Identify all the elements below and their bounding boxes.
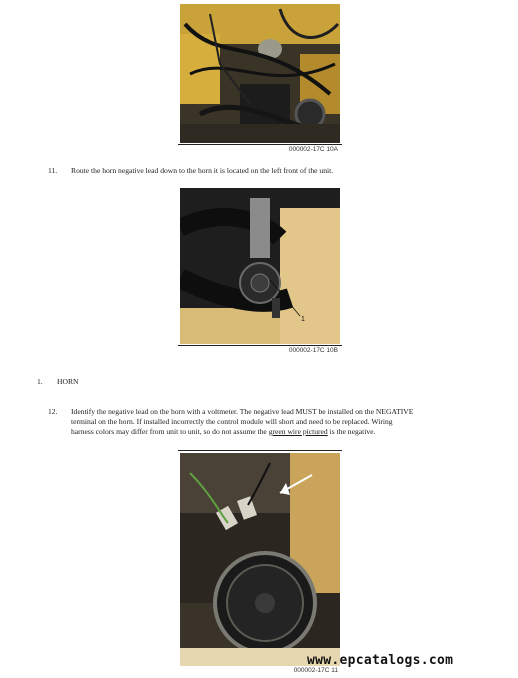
step-text-line (71, 427, 511, 437)
step-text-line: Identify the negative lead on the horn with a voltmeter. The negative lead MUST be installed on the NEGATIVE (71, 407, 414, 416)
figure-caption: 000002-17C 11 (293, 667, 338, 674)
step-text-segment: harness colors may differ from unit to unit, so do not assume the (71, 427, 269, 436)
step-number: 11. (48, 166, 58, 175)
figure-rule (178, 345, 342, 346)
step-text: Route the horn negative lead down to the horn it is located on the left front of the unit. (71, 166, 334, 175)
step-text-segment: is the negative. (327, 427, 376, 436)
figure-caption: 000002-17C 10A (288, 146, 338, 153)
callout-number: 1 (301, 316, 305, 323)
underlined-phrase: green wire pictured (268, 427, 328, 436)
figure-11 (178, 450, 342, 678)
watermark: www.epcatalogs.com (307, 653, 454, 668)
figure-10a (178, 4, 342, 154)
step-12 (0, 407, 518, 441)
figure-caption: 000002-17C 10B (288, 347, 338, 354)
photo-horn-terminals (180, 453, 340, 666)
figure-rule (178, 144, 342, 145)
legend-label: HORN (57, 377, 79, 386)
photo-horn-location (180, 188, 340, 344)
step-text (71, 407, 511, 437)
figure-10b (178, 188, 342, 358)
photo-wiring-harness (180, 4, 340, 143)
figure-rule (178, 450, 342, 451)
step-number: 12. (48, 407, 58, 416)
legend-number: 1. (37, 377, 43, 386)
step-text-line: terminal on the horn. If installed incorrectly the control module will short and need to be replaced. Wiring (71, 417, 393, 426)
